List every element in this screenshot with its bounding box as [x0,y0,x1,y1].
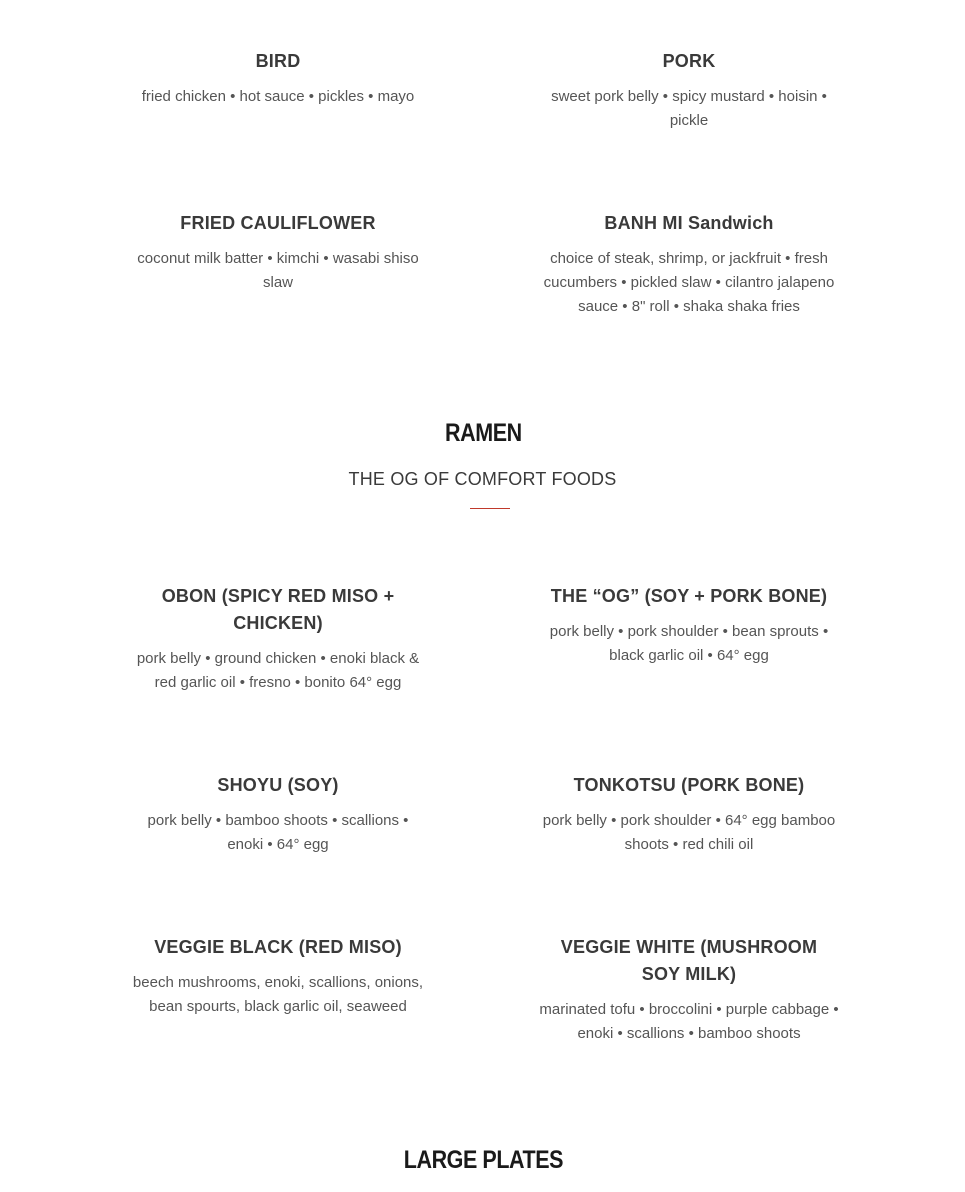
menu-item-name: FRIED CAULIFLOWER [180,213,376,233]
menu-item-pork [539,48,839,133]
menu-item-name: OBON (SPICY RED MISO + CHICKEN) [161,586,395,633]
menu-item-description: fried chicken • hot sauce • pickles • mayo [141,88,415,105]
menu-item-fried-cauliflower [128,210,428,295]
section-subtitle-ramen: THE OG OF COMFORT FOODS [348,469,617,489]
section-title-ramen: RAMEN [445,419,522,447]
menu-item-name: BANH MI Sandwich [604,213,774,233]
menu-item-name: THE “OG” (SOY + PORK BONE) [550,586,828,606]
menu-item-description: pork belly • pork shoulder • bean sprouts • black garlic oil • 64° egg [549,623,829,664]
menu-item-description: choice of steak, shrimp, or jackfruit • fresh cucumbers • pickled slaw • cilantro jalapeno sauce • 8" roll • shaka shaka fries [543,250,835,315]
menu-item-name: BIRD [255,51,301,71]
menu-item-the-og [539,583,839,668]
menu-item-banh-mi [539,210,839,319]
menu-item-name: PORK [662,51,716,71]
section-title-large-plates: LARGE PLATES [403,1146,564,1174]
menu-item-description: pork belly • pork shoulder • 64° egg bamboo shoots • red chili oil [542,812,836,853]
menu-item-shoyu [128,772,428,857]
menu-item-name: VEGGIE BLACK (RED MISO) [154,937,402,957]
menu-item-description: coconut milk batter • kimchi • wasabi shiso slaw [137,250,419,291]
menu-item-veggie-black [128,934,428,1019]
menu-item-description: pork belly • bamboo shoots • scallions • enoki • 64° egg [147,812,409,853]
menu-item-name: SHOYU (SOY) [217,775,339,795]
menu-item-veggie-white [539,934,839,1046]
menu-item-description: sweet pork belly • spicy mustard • hoisin • pickle [551,88,827,129]
menu-item-name: TONKOTSU (PORK BONE) [573,775,805,795]
menu-item-description: beech mushrooms, enoki, scallions, onions, bean spourts, black garlic oil, seaweed [132,974,424,1015]
menu-item-bird [128,48,428,109]
menu-item-name: VEGGIE WHITE (MUSHROOM SOY MILK) [560,937,818,984]
section-divider [470,508,510,509]
menu-item-description: marinated tofu • broccolini • purple cabbage • enoki • scallions • bamboo shoots [539,1001,839,1042]
menu-item-obon [128,583,428,695]
menu-item-tonkotsu [539,772,839,857]
menu-item-description: pork belly • ground chicken • enoki black & red garlic oil • fresno • bonito 64° egg [136,650,420,691]
